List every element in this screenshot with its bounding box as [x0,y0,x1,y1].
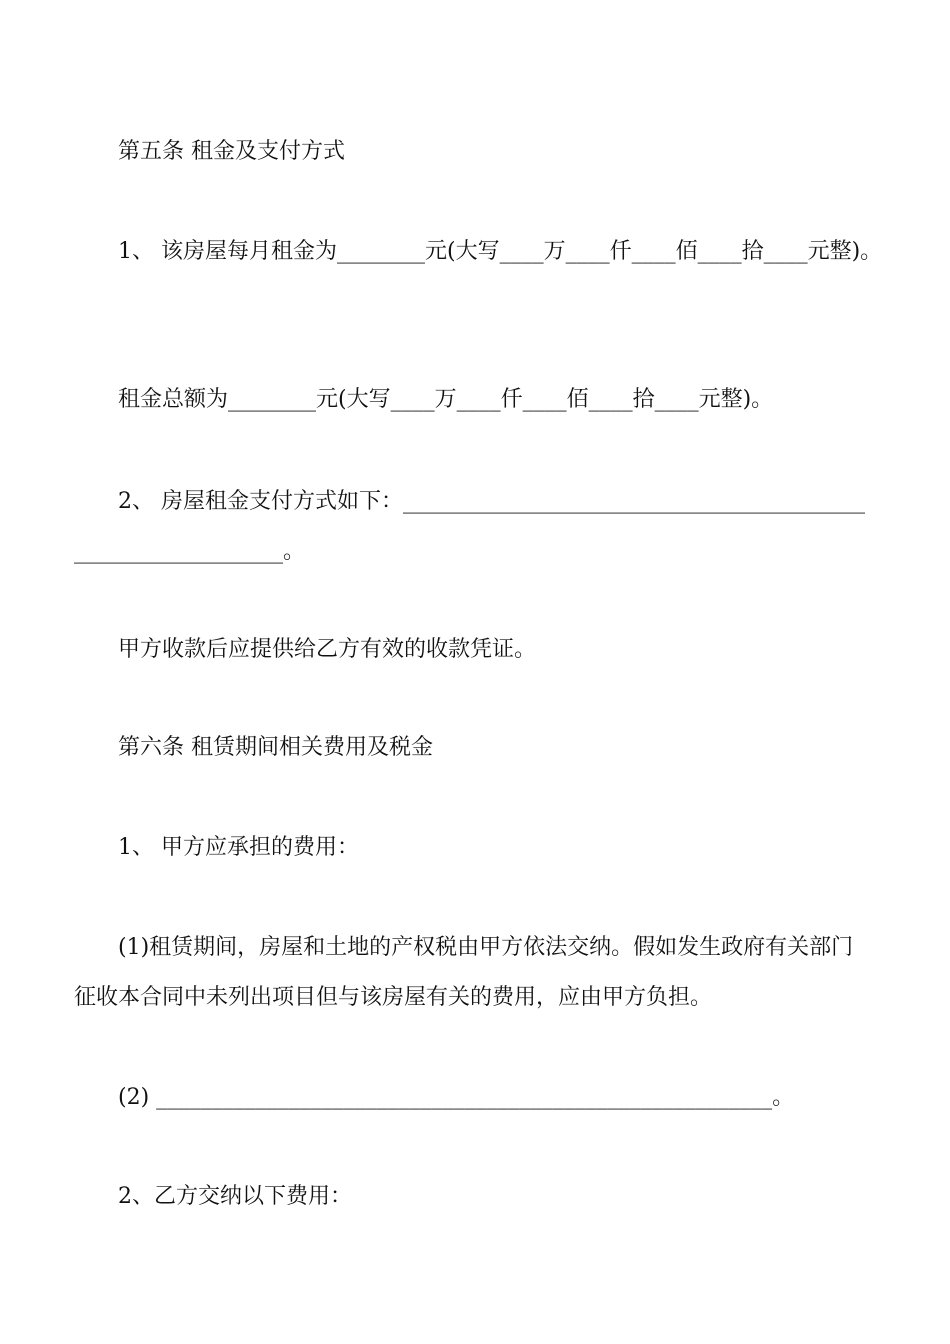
monthly-rent-clause: 1、 该房屋每月租金为________元(大写____万____仟____佰____拾____元整)。 [118,239,883,264]
fee-item-2: (2) ________________________________________________________。 [118,1085,795,1110]
payment-method-clause: 2、 房屋租金支付方式如下：__________________________________________ [118,489,865,514]
article-5-heading: 第五条 租金及支付方式 [118,139,345,164]
party-b-fees-heading: 2、乙方交纳以下费用： [118,1184,352,1209]
total-rent-clause: 租金总额为________元(大写____万____仟____佰____拾____元整)。 [118,387,774,412]
fee-item-1: (1)租赁期间，房屋和土地的产权税由甲方依法交纳。假如发生政府有关部门 [118,935,854,960]
fee-item-1-continuation: 征收本合同中未列出项目但与该房屋有关的费用，应由甲方负担。 [74,985,713,1010]
receipt-clause: 甲方收款后应提供给乙方有效的收款凭证。 [118,637,537,662]
payment-method-continuation: ___________________。 [74,539,306,564]
article-6-heading: 第六条 租赁期间相关费用及税金 [118,735,433,760]
party-a-fees-heading: 1、 甲方应承担的费用： [118,835,359,860]
